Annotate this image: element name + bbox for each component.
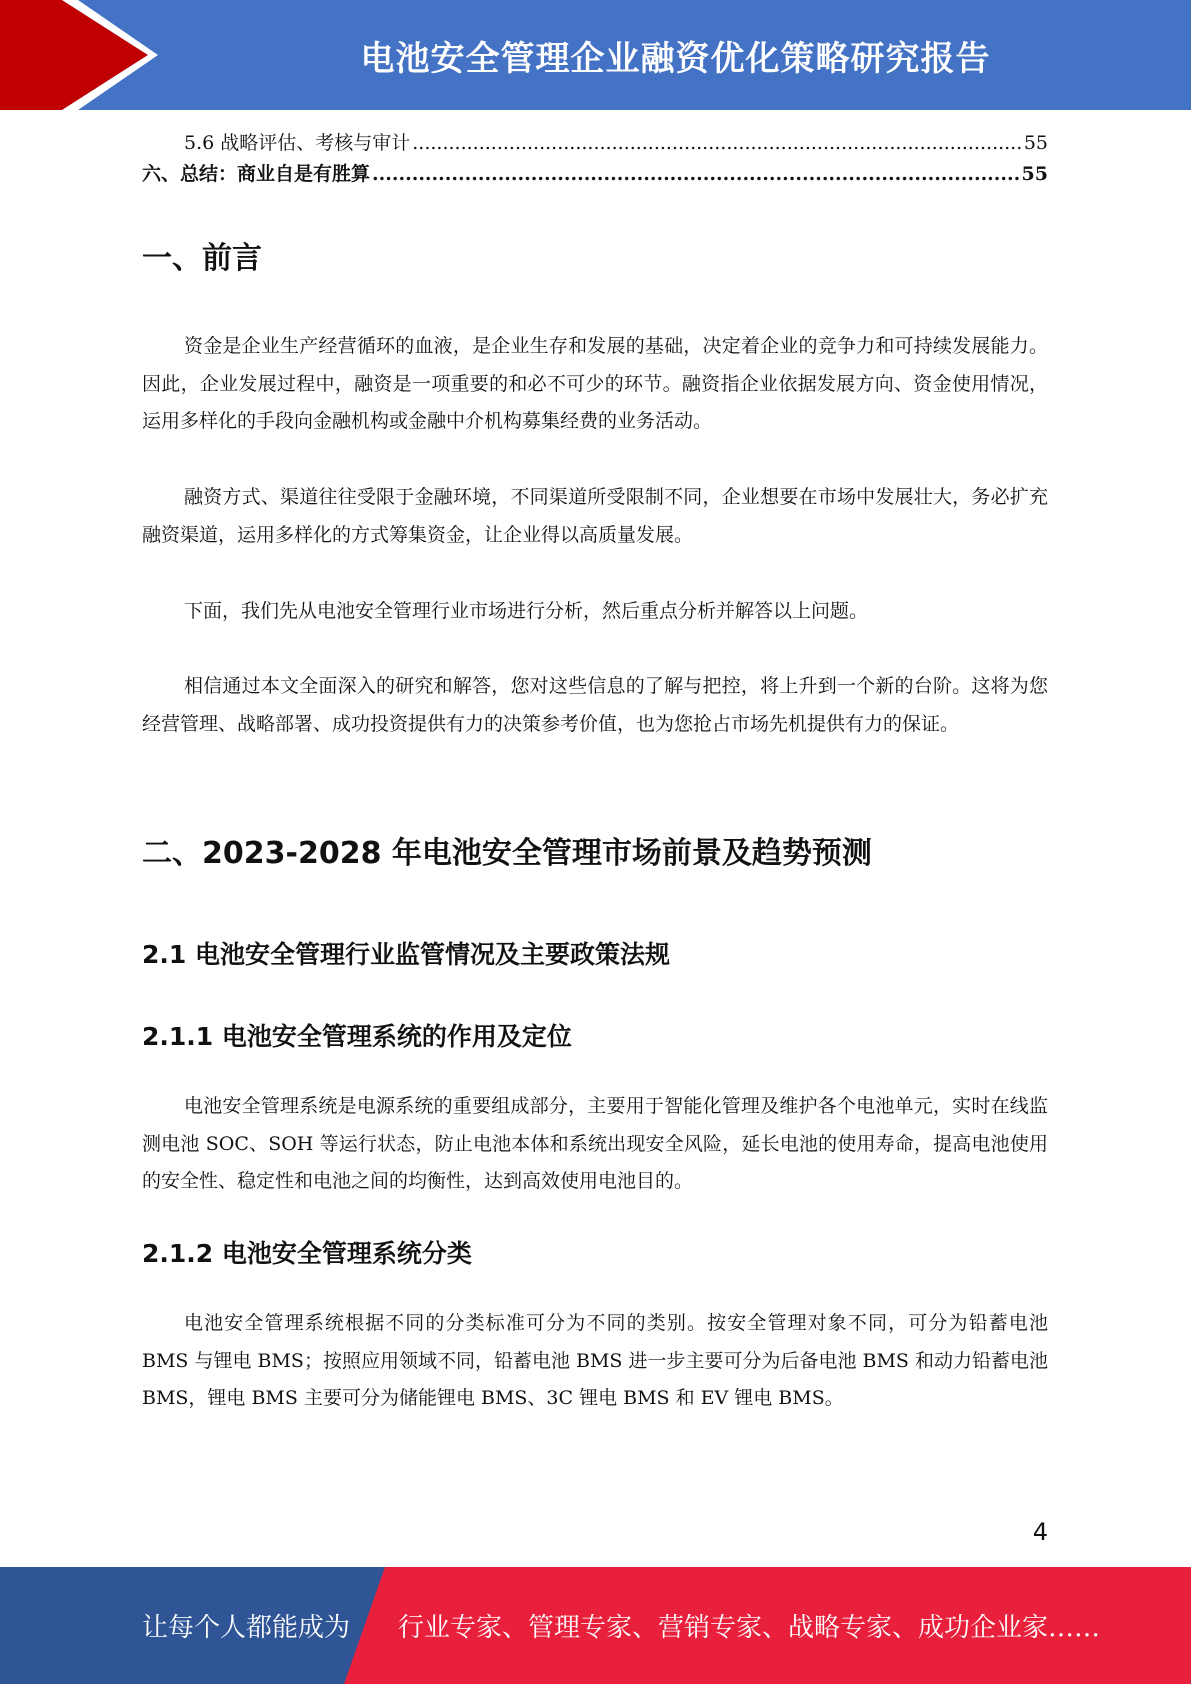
section-title-market-outlook: 二、2023-2028 年电池安全管理市场前景及趋势预测 [142,836,872,871]
paragraph: 下面，我们先从电池安全管理行业市场进行分析，然后重点分析并解答以上问题。 [184,600,869,622]
paragraph: 相信通过本文全面深入的研究和解答，您对这些信息的了解与把控，将上升到一个新的台阶。这将为您经营管理、战略部署、成功投资提供有力的决策参考价值，也为您抢占市场先机提供有力的保证。 [142,675,1048,735]
subsection-title-role: 2.1.1 电池安全管理系统的作用及定位 [142,1022,572,1051]
header-title: 电池安全管理企业融资优化策略研究报告 [360,38,991,79]
paragraph: 电池安全管理系统根据不同的分类标准可分为不同的类别。按安全管理对象不同，可分为铅蓄电池 BMS 与锂电 BMS；按照应用领域不同，铅蓄电池 BMS 进一步主要可分为后备电池 BMS 和动力铅蓄电池 BMS，锂电 BMS 主要可分为储能锂电 BMS、3C 锂电 BMS 和 EV 锂电 BMS。 [142,1312,1048,1409]
section-title-preface: 一、前言 [142,241,262,276]
subsection-title-classification: 2.1.2 电池安全管理系统分类 [142,1239,472,1268]
toc-entry-page: 55 [1021,163,1048,185]
page-header [0,0,1191,110]
paragraph: 融资方式、渠道往往受限于金融环境，不同渠道所受限制不同，企业想要在市场中发展壮大，务必扩充融资渠道，运用多样化的方式筹集资金，让企业得以高质量发展。 [142,486,1048,546]
toc-entry[interactable] [142,128,1048,159]
paragraph: 资金是企业生产经营循环的血液，是企业生存和发展的基础，决定着企业的竞争力和可持续发展能力。因此，企业发展过程中，融资是一项重要的和必不可少的环节。融资指企业依据发展方向、资金使用情况，运用多样化的手段向金融机构或金融中介机构募集经费的业务活动。 [142,335,1048,432]
footer-slogan-right: 行业专家、管理专家、营销专家、战略专家、成功企业家…… [398,1613,1101,1643]
toc-leader [412,132,1022,154]
header-arrow-decoration [0,0,180,110]
toc-entry-label: 六、总结：商业自是有胜算 [142,163,371,185]
table-of-contents [142,128,1048,190]
subsection-title-regulation: 2.1 电池安全管理行业监管情况及主要政策法规 [142,940,670,969]
footer-slogan-left: 让每个人都能成为 [142,1613,351,1643]
toc-entry-label: 5.6 战略评估、考核与审计 [184,132,411,154]
toc-entry-page: 55 [1023,132,1048,154]
page-footer [0,1567,1191,1684]
toc-entry[interactable] [142,159,1048,190]
paragraph: 电池安全管理系统是电源系统的重要组成部分，主要用于智能化管理及维护各个电池单元，实时在线监测电池 SOC、SOH 等运行状态，防止电池本体和系统出现安全风险，延长电池的使用寿命，提高电池使用的安全性、稳定性和电池之间的均衡性，达到高效使用电池目的。 [142,1095,1048,1192]
toc-leader [372,163,1020,185]
page-number: 4 [1032,1518,1048,1546]
